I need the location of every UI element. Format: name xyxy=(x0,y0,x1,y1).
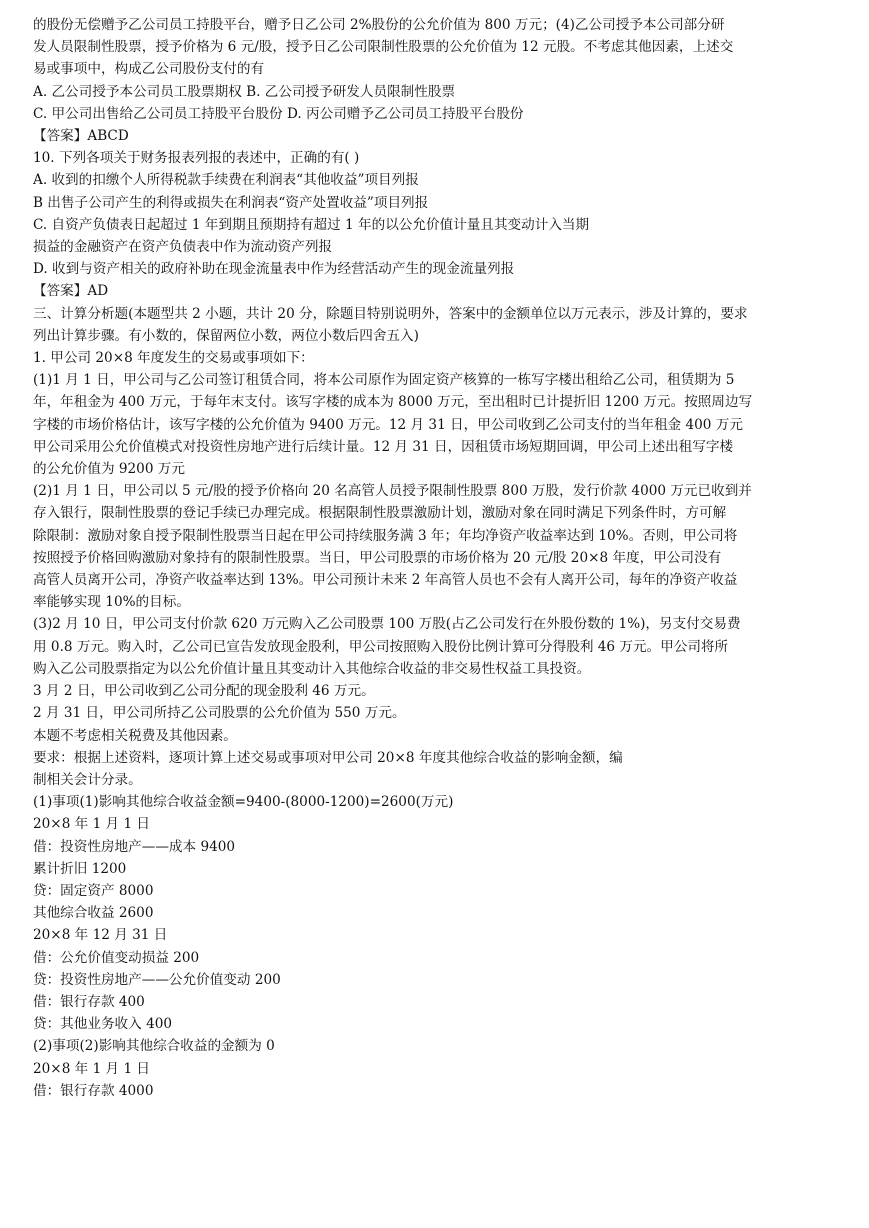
option-line: A. 收到的扣缴个人所得税款手续费在利润表“其他收益”项目列报 xyxy=(33,172,419,189)
journal-entry-line: 借：银行存款 400 xyxy=(33,993,145,1010)
section-heading: 三、计算分析题(本题型共 2 小题，共计 20 分，除题目特别说明外，答案中的金额单位以万元表示，涉及计算的，要求 xyxy=(33,305,748,322)
journal-entry-line: 累计折旧 1200 xyxy=(33,860,127,877)
question-line: 10. 下列各项关于财务报表列报的表述中，正确的有( ) xyxy=(33,150,360,167)
solution-line: (2)事项(2)影响其他综合收益的金额为 0 xyxy=(33,1038,275,1055)
question-line: 1. 甲公司 20×8 年度发生的交易或事项如下： xyxy=(33,350,314,367)
journal-entry-line: 贷：投资性房地产——公允价值变动 200 xyxy=(33,971,281,988)
date-line: 20×8 年 1 月 1 日 xyxy=(33,1060,151,1077)
text-line: 购入乙公司股票指定为以公允价值计量且其变动计入其他综合收益的非交易性权益工具投资。 xyxy=(33,660,591,677)
text-line: 除限制：激励对象自授予限制性股票当日起在甲公司持续服务满 3 年；年均净资产收益率达到 10%。否则，甲公司将 xyxy=(33,527,738,544)
text-line: 用 0.8 万元。购入时，乙公司已宣告发放现金股利，甲公司按照购入股份比例计算可分得股利 46 万元。甲公司将所 xyxy=(33,638,729,655)
journal-entry-line: 贷：固定资产 8000 xyxy=(33,882,154,899)
option-line: C. 自资产负债表日起超过 1 年到期且预期持有超过 1 年的以公允价值计量且其变动计入当期 xyxy=(33,216,590,233)
text-line: 字楼的市场价格估计，该写字楼的公允价值为 9400 万元。12 月 31 日，甲公司收到乙公司支付的当年租金 400 万元 xyxy=(33,416,743,433)
text-line: 的公允价值为 9200 万元 xyxy=(33,461,185,478)
date-line: 20×8 年 1 月 1 日 xyxy=(33,816,151,833)
section-heading: 列出计算步骤。有小数的，保留两位小数，两位小数后四舍五入) xyxy=(33,327,419,344)
solution-line: (1)事项(1)影响其他综合收益金额=9400-(8000-1200)=2600(万元) xyxy=(33,794,454,811)
text-line: (2)1 月 1 日，甲公司以 5 元/股的授予价格向 20 名高管人员授予限制性股票 800 万股，发行价款 4000 万元已收到并 xyxy=(33,483,752,500)
option-line: 损益的金融资产在资产负债表中作为流动资产列报 xyxy=(33,239,333,256)
answer-line: 【答案】AD xyxy=(33,283,109,300)
option-line: D. 收到与资产相关的政府补助在现金流量表中作为经营活动产生的现金流量列报 xyxy=(33,261,515,278)
text-line: 的股份无偿赠予乙公司员工持股平台，赠予日乙公司 2%股份的公允价值为 800 万元；(4)乙公司授予本公司部分研 xyxy=(33,17,725,33)
answer-line: 【答案】ABCD xyxy=(33,128,129,145)
journal-entry-line: 借：公允价值变动损益 200 xyxy=(33,949,200,966)
requirement-line: 制相关会计分录。 xyxy=(33,771,142,788)
text-line: (3)2 月 10 日，甲公司支付价款 620 万元购入乙公司股票 100 万股(占乙公司发行在外股份数的 1%)，另支付交易费 xyxy=(33,616,741,633)
text-line: 高管人员离开公司，净资产收益率达到 13%。甲公司预计未来 2 年高管人员也不会有人离开公司，每年的净资产收益 xyxy=(33,572,738,589)
text-line: 年，年租金为 400 万元，于每年末支付。该写字楼的成本为 8000 万元，至出租时已计提折旧 1200 万元。按照周边写 xyxy=(33,394,753,411)
text-line: 3 月 2 日，甲公司收到乙公司分配的现金股利 46 万元。 xyxy=(33,683,375,700)
text-line: 2 月 31 日，甲公司所持乙公司股票的公允价值为 550 万元。 xyxy=(33,705,406,722)
text-line: 发人员限制性股票，授予价格为 6 元/股，授予日乙公司限制性股票的公允价值为 12 元股。不考虑其他因素，上述交 xyxy=(33,39,734,56)
option-line: C. 甲公司出售给乙公司员工持股平台股份 D. 丙公司赠予乙公司员工持股平台股份 xyxy=(33,105,524,122)
text-line: 按照授予价格回购激励对象持有的限制性股票。当日，甲公司股票的市场价格为 20 元/股 20×8 年度，甲公司没有 xyxy=(33,549,722,566)
journal-entry-line: 借：银行存款 4000 xyxy=(33,1082,154,1099)
option-line: A. 乙公司授予本公司员工股票期权 B. 乙公司授予研发人员限制性股票 xyxy=(33,83,456,100)
date-line: 20×8 年 12 月 31 日 xyxy=(33,927,168,944)
option-line: B 出售子公司产生的利得或损失在利润表“资产处置收益”项目列报 xyxy=(33,194,429,211)
journal-entry-line: 其他综合收益 2600 xyxy=(33,905,154,922)
text-line: 存入银行，限制性股票的登记手续已办理完成。根据限制性股票激励计划，激励对象在同时满足下列条件时，方可解 xyxy=(33,505,727,522)
text-line: 率能够实现 10%的目标。 xyxy=(33,594,190,611)
text-line: 易或事项中，构成乙公司股份支付的有 xyxy=(33,61,265,78)
requirement-line: 要求：根据上述资料，逐项计算上述交易或事项对甲公司 20×8 年度其他综合收益的影响金额，编 xyxy=(33,749,623,766)
text-line: (1)1 月 1 日，甲公司与乙公司签订租赁合同，将本公司原作为固定资产核算的一栋写字楼出租给乙公司，租赁期为 5 xyxy=(33,372,735,389)
text-line: 甲公司采用公允价值模式对投资性房地产进行后续计量。12 月 31 日，因租赁市场短期回调，甲公司上述出租写字楼 xyxy=(33,438,734,455)
journal-entry-line: 贷：其他业务收入 400 xyxy=(33,1016,173,1033)
journal-entry-line: 借：投资性房地产——成本 9400 xyxy=(33,838,236,855)
text-line: 本题不考虑相关税费及其他因素。 xyxy=(33,727,237,744)
